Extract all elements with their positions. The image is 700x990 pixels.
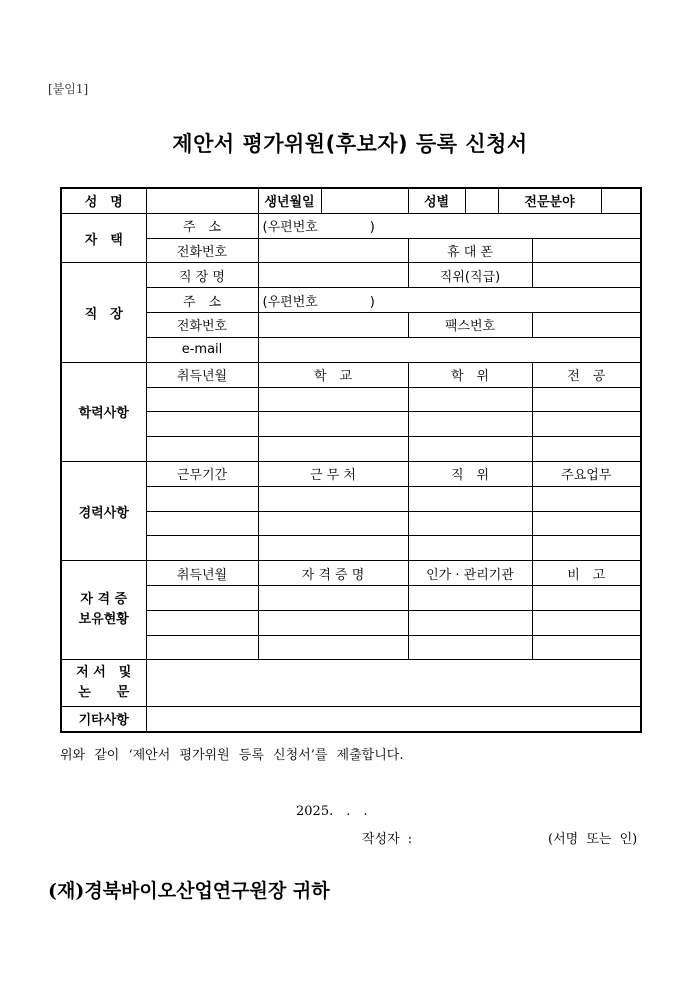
education-date-cell[interactable] [146,412,258,437]
education-date-cell[interactable] [146,437,258,462]
certificate-date-cell[interactable] [146,586,258,611]
fax-input-cell[interactable] [532,313,641,338]
company-name-label: 직 장 명 [146,263,258,288]
work-company-row [61,263,641,288]
home-section-label: 자 택 [61,213,146,263]
attachment-label: [붙임1] [48,82,89,96]
certificate-date-cell[interactable] [146,610,258,635]
certificate-authority-cell[interactable] [408,610,532,635]
education-col-school: 학 교 [258,362,408,387]
education-col-degree: 학 위 [408,362,532,387]
certificate-remarks-cell[interactable] [532,586,641,611]
name-label: 성 명 [61,188,146,213]
certificate-col-date: 취득년월 [146,561,258,586]
home-phone-row [61,238,641,263]
education-header-row [61,362,641,387]
email-input-cell[interactable] [258,337,641,362]
education-col-major: 전 공 [532,362,641,387]
education-school-cell[interactable] [258,437,408,462]
others-label: 기타사항 [61,706,146,732]
work-section-label: 직 장 [61,263,146,362]
others-row [61,706,641,732]
education-degree-cell[interactable] [408,412,532,437]
addressee: (재)경북바이오산업연구원장 귀하 [48,880,330,902]
others-input-cell[interactable] [146,706,641,732]
education-school-cell[interactable] [258,387,408,412]
publications-label-line2: 논 문 [78,685,130,701]
career-header-row [61,461,641,486]
work-address-row [61,288,641,313]
certificate-header-row [61,561,641,586]
publications-input-cell[interactable] [146,660,641,707]
education-major-cell[interactable] [532,437,641,462]
education-degree-cell[interactable] [408,387,532,412]
education-section-label: 학력사항 [61,362,146,461]
certificate-section-label-line2: 보유현황 [78,612,129,628]
email-label: e-mail [146,337,258,362]
certificate-authority-cell[interactable] [408,586,532,611]
page-title: 제안서 평가위원(후보자) 등록 신청서 [172,132,528,156]
career-duties-cell[interactable] [532,511,641,536]
specialty-input-cell[interactable] [601,188,641,213]
career-duties-cell[interactable] [532,536,641,561]
certificate-name-cell[interactable] [258,586,408,611]
certificate-section-label [61,561,146,660]
education-major-cell[interactable] [532,387,641,412]
education-col-date: 취득년월 [146,362,258,387]
home-phone-input-cell[interactable] [258,238,408,263]
education-degree-cell[interactable] [408,437,532,462]
certificate-col-remarks: 비 고 [532,561,641,586]
work-address-label: 주 소 [146,288,258,313]
author-label: 작성자 : [362,832,413,847]
certificate-date-cell[interactable] [146,635,258,660]
work-phone-row [61,313,641,338]
publications-label-line1: 저 서 및 [76,665,132,681]
career-col-position: 직 위 [408,461,532,486]
position-label: 직위(직급) [408,263,532,288]
certificate-entry-row [61,635,641,660]
career-entry-row [61,486,641,511]
certificate-name-cell[interactable] [258,635,408,660]
certificate-name-cell[interactable] [258,610,408,635]
career-workplace-cell[interactable] [258,536,408,561]
work-phone-label: 전화번호 [146,313,258,338]
work-phone-input-cell[interactable] [258,313,408,338]
education-school-cell[interactable] [258,412,408,437]
certificate-remarks-cell[interactable] [532,610,641,635]
home-address-row [61,213,641,238]
birth-date-label: 생년월일 [258,188,321,213]
position-input-cell[interactable] [532,263,641,288]
education-entry-row [61,437,641,462]
career-position-cell[interactable] [408,536,532,561]
career-period-cell[interactable] [146,536,258,561]
education-entry-row [61,387,641,412]
education-major-cell[interactable] [532,412,641,437]
career-col-duties: 주요업무 [532,461,641,486]
certificate-authority-cell[interactable] [408,635,532,660]
career-workplace-cell[interactable] [258,511,408,536]
mobile-input-cell[interactable] [532,238,641,263]
work-address-input-cell[interactable]: (우편번호 ) [258,288,641,313]
signature-label: (서명 또는 인) [548,832,638,847]
specialty-label: 전문분야 [498,188,601,213]
career-section-label: 경력사항 [61,461,146,560]
certificate-entry-row [61,610,641,635]
career-col-workplace: 근 무 처 [258,461,408,486]
certificate-entry-row [61,586,641,611]
home-address-input-cell[interactable]: (우편번호 ) [258,213,641,238]
gender-label: 성별 [408,188,465,213]
career-duties-cell[interactable] [532,486,641,511]
submission-date: 2025. . . [296,804,368,819]
career-col-period: 근무기간 [146,461,258,486]
career-entry-row [61,536,641,561]
career-period-cell[interactable] [146,511,258,536]
career-position-cell[interactable] [408,511,532,536]
career-workplace-cell[interactable] [258,486,408,511]
publications-row [61,660,641,707]
registration-form-table [60,187,642,733]
basic-info-row [61,188,641,213]
education-entry-row [61,412,641,437]
career-position-cell[interactable] [408,486,532,511]
gender-input-cell[interactable] [465,188,498,213]
mobile-label: 휴 대 폰 [408,238,532,263]
name-input-cell[interactable] [146,188,258,213]
fax-label: 팩스번호 [408,313,532,338]
certificate-col-authority: 인가 · 관리기관 [408,561,532,586]
company-name-input-cell[interactable] [258,263,408,288]
certificate-section-label-line1: 자 격 증 [80,592,128,608]
career-period-cell[interactable] [146,486,258,511]
certificate-remarks-cell[interactable] [532,635,641,660]
publications-label [61,660,146,707]
home-phone-label: 전화번호 [146,238,258,263]
career-entry-row [61,511,641,536]
submission-statement: 위와 같이 ‘제안서 평가위원 등록 신청서’를 제출합니다. [60,748,404,763]
birth-date-input-cell[interactable] [321,188,408,213]
home-address-label: 주 소 [146,213,258,238]
certificate-col-name: 자 격 증 명 [258,561,408,586]
education-date-cell[interactable] [146,387,258,412]
work-email-row [61,337,641,362]
